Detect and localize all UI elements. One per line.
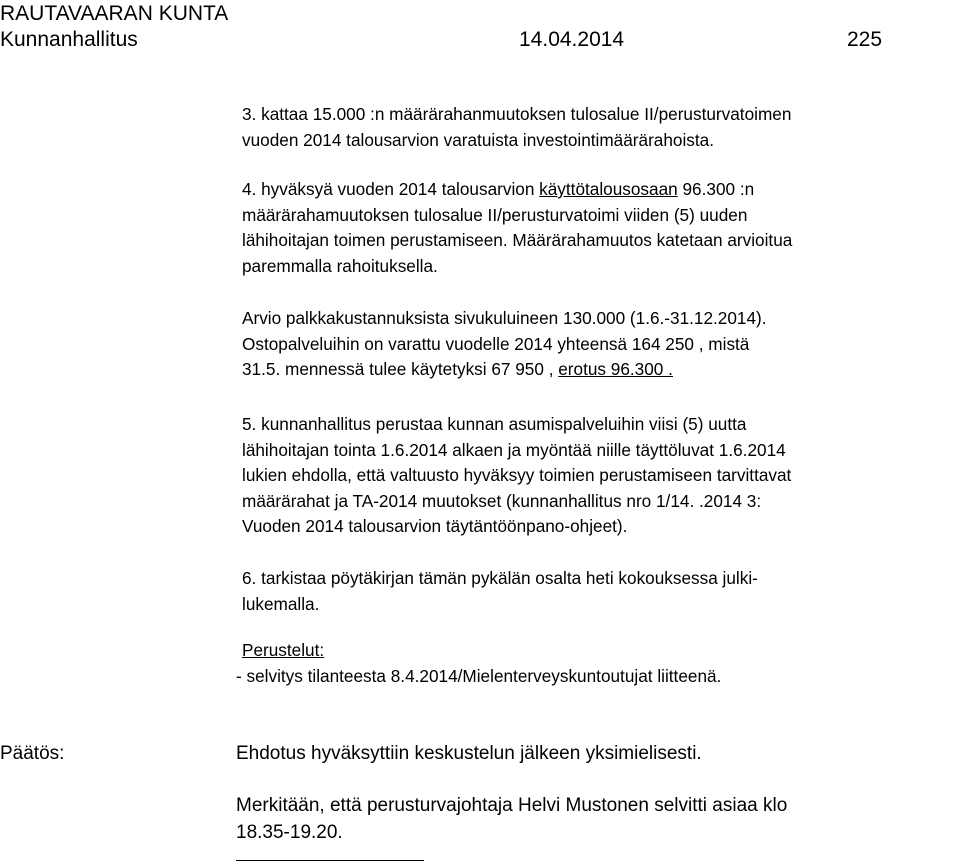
meeting-date: 14.04.2014	[519, 28, 625, 51]
item-6-line-2: lukemalla.	[242, 593, 320, 614]
item-4-line-1-end: 96.300 :n	[677, 179, 755, 199]
page-number: 225	[847, 28, 883, 51]
proposal-item-5	[242, 412, 791, 540]
item-4-line-2: määrärahamuutoksen tulosalue II/perusturvatoimi viiden (5) uuden	[242, 204, 748, 225]
organization-name: RAUTAVAARAN KUNTA	[0, 2, 229, 25]
decision-note-line-2: 18.35-19.20.	[236, 822, 343, 843]
item-3-line-2: vuoden 2014 talousarvion varatuista investointimäärärahoista.	[242, 129, 714, 150]
item-5-line-1: 5. kunnanhallitus perustaa kunnan asumispalveluihin viisi (5) uutta	[242, 414, 747, 434]
grounds-heading-link[interactable]: Perustelut:	[242, 640, 325, 660]
item-4-line-1	[242, 177, 792, 203]
signature-line	[236, 860, 424, 861]
item-6-line-1: 6. tarkistaa pöytäkirjan tämän pykälän osalta heti kokouksessa julki-	[242, 568, 758, 588]
item-5-line-2: lähihoitajan tointa 1.6.2014 alkaen ja myöntää niille täyttöluvat 1.6.2014	[242, 439, 786, 460]
item-4-line-3: lähihoitajan toimen perustamiseen. Määrärahamuutos katetaan arvioitua	[242, 230, 793, 251]
item-4-line-4: paremmalla rahoituksella.	[242, 255, 438, 276]
estimate-line-3	[242, 357, 767, 383]
cost-estimate-paragraph	[242, 306, 767, 383]
grounds-line: - selvitys tilanteesta 8.4.2014/Mielenterveyskuntoutujat liitteenä.	[236, 666, 722, 686]
item-5-line-5: Vuoden 2014 talousarvion täytäntöönpano-ohjeet).	[242, 516, 628, 537]
item-3-line-1: 3. kattaa 15.000 :n määrärahanmuutoksen tulosalue II/perusturvatoimen	[242, 104, 792, 124]
difference-link[interactable]: erotus 96.300 .	[558, 359, 673, 380]
proposal-item-3	[242, 102, 791, 153]
estimate-line-2: Ostopalveluihin on varattu vuodelle 2014 yhteensä 164 250 , mistä	[242, 333, 750, 354]
meeting-body: Kunnanhallitus	[0, 28, 138, 51]
proposal-item-6	[242, 566, 758, 617]
proposal-item-4	[242, 177, 792, 279]
decision-text: Ehdotus hyväksyttiin keskustelun jälkeen yksimielisesti.	[236, 743, 702, 764]
decision-label: Päätös:	[0, 743, 65, 764]
item-4-line-1-start: 4. hyväksyä vuoden 2014 talousarvion	[242, 179, 540, 199]
operating-budget-link[interactable]: käyttötalousosaan	[539, 179, 678, 199]
estimate-line-1: Arvio palkkakustannuksista sivukuluineen 130.000 (1.6.-31.12.2014).	[242, 308, 767, 328]
item-5-line-4: määrärahat ja TA-2014 muutokset (kunnanhallitus nro 1/14. .2014 3:	[242, 490, 762, 511]
item-5-line-3: lukien ehdolla, että valtuusto hyväksyy toimien perustamiseen tarvittavat	[242, 465, 792, 486]
decision-note-line-1: Merkitään, että perusturvajohtaja Helvi Mustonen selvitti asiaa klo	[236, 795, 788, 816]
estimate-line-3-start: 31.5. mennessä tulee käytetyksi 67 950 ,	[242, 359, 559, 380]
decision-note	[236, 792, 787, 846]
